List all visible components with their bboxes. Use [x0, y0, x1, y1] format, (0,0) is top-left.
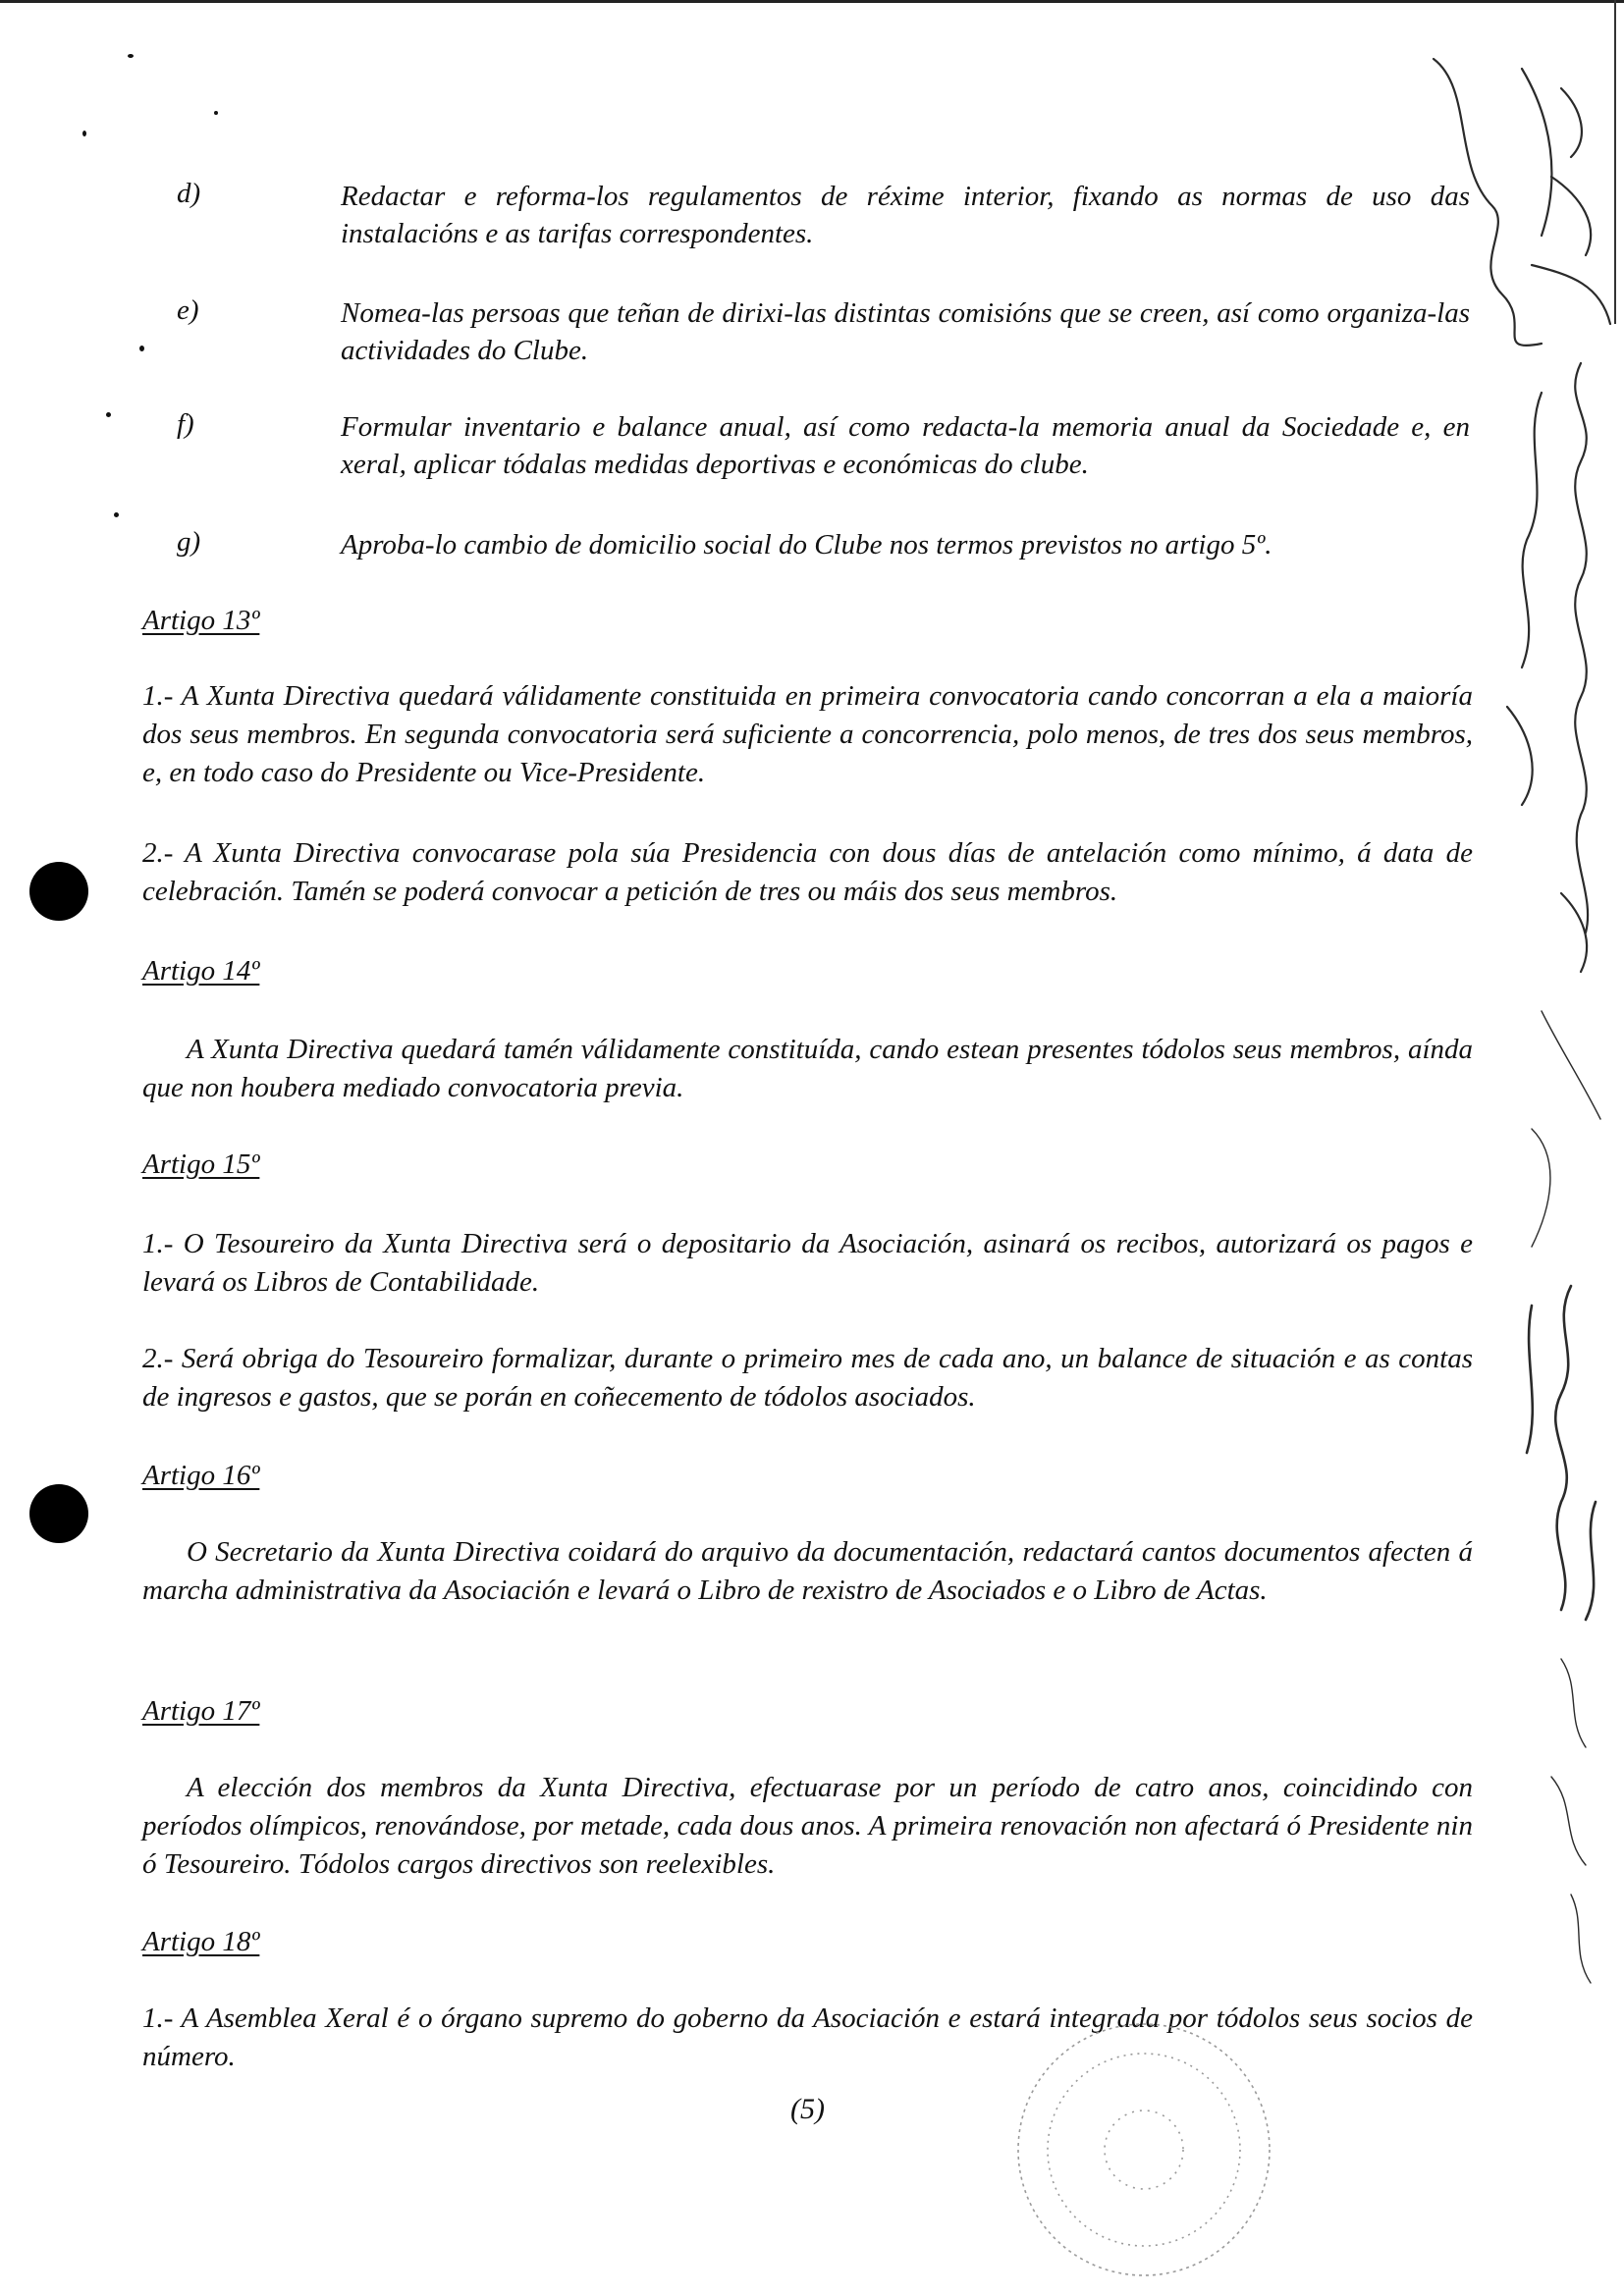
signature-stroke — [1507, 393, 1542, 805]
signature-stroke — [1434, 59, 1551, 346]
article-paragraph: 2.- A Xunta Directiva convocarase pola súa Presidencia con dous días de antelación como mínimo, á data de celebración. Tamén se poderá convocar a petición de tres ou máis dos seus membros. — [142, 837, 1473, 907]
article-paragraph: O Secretario da Xunta Directiva coidará do arquivo da documentación, redactará cantos documentos afecten á marcha administrativa da Asociación e levará o Libro de rexistro de Asociados e o Libro de Actas. — [142, 1536, 1473, 1606]
article-heading: Artigo 17º — [142, 1695, 260, 1727]
scan-speck — [214, 111, 218, 115]
article-paragraph: 1.- A Xunta Directiva quedará válidamente constituida en primeira convocatoria cando concorran a ela a maioría dos seus membros. En segunda convocatoria será suficiente a concorrencia, polo menos, de tres dos seus membros, e, en todo caso do Presidente ou Vice-Presidente. — [142, 680, 1473, 788]
article-heading: Artigo 15º — [142, 1148, 260, 1180]
article-heading: Artigo 14º — [142, 955, 260, 987]
signature-stroke — [1532, 1011, 1600, 1247]
signature-stroke — [1551, 1659, 1591, 1983]
scan-speck — [114, 512, 119, 517]
margin-signatures — [1414, 29, 1624, 2042]
list-text: Formular inventario e balance anual, así como redacta-la memoria anual da Sociedade e, en xeral, aplicar tódalas medidas deportivas e económicas do clube. — [341, 411, 1470, 480]
list-letter: f) — [177, 408, 194, 440]
article-paragraph: 1.- A Asemblea Xeral é o órgano supremo do goberno da Asociación e estará integrada por tódolos seus socios de número. — [142, 2002, 1473, 2072]
list-letter: g) — [177, 526, 201, 558]
circular-stamp — [987, 1993, 1301, 2287]
punch-hole — [29, 1484, 88, 1543]
scan-speck — [82, 131, 86, 136]
signature-stroke — [1561, 893, 1587, 972]
list-letter: e) — [177, 294, 199, 326]
article-heading: Artigo 16º — [142, 1460, 260, 1491]
signature-stroke — [1527, 1286, 1596, 1620]
article-paragraph: 2.- Será obriga do Tesoureiro formalizar, durante o primeiro mes de cada ano, un balance de situación e as contas de ingresos e gastos, que se porán en coñecemento de tódolos asociados. — [142, 1343, 1473, 1413]
article-paragraph: A elección dos membros da Xunta Directiva, efectuarase por un período de catro anos, coincidindo con períodos olímpicos, renovándose, por metade, cada dous anos. A primeira renovación non afectará ó Presidente nin ó Tesoureiro. Tódolos cargos directivos son reelexibles. — [142, 1772, 1473, 1880]
punch-hole — [29, 862, 88, 921]
scan-speck — [128, 54, 134, 58]
article-paragraph: 1.- O Tesoureiro da Xunta Directiva será o depositario da Asociación, asinará os recibos, autorizará os pagos e levará os Libros de Contabilidade. — [142, 1228, 1473, 1298]
list-text: Nomea-las persoas que teñan de dirixi-las distintas comisións que se creen, así como organiza-las actividades do Clube. — [341, 297, 1470, 366]
article-paragraph: A Xunta Directiva quedará tamén válidamente constituída, cando estean presentes tódolos seus membros, aínda que non houbera mediado convocatoria previa. — [142, 1034, 1473, 1103]
list-letter: d) — [177, 178, 201, 209]
scan-speck — [139, 346, 144, 351]
scan-speck — [106, 412, 111, 417]
signature-stroke — [1532, 88, 1610, 324]
article-heading: Artigo 13º — [142, 605, 260, 636]
signature-stroke — [1575, 363, 1588, 933]
page-number: (5) — [790, 2093, 825, 2125]
list-text: Redactar e reforma-los regulamentos de réxime interior, fixando as normas de uso das instalacións e as tarifas correspondentes. — [341, 181, 1470, 249]
article-heading: Artigo 18º — [142, 1926, 260, 1957]
list-text: Aproba-lo cambio de domicilio social do Clube nos termos previstos no artigo 5º. — [341, 529, 1272, 561]
scan-border-top — [0, 0, 1624, 3]
